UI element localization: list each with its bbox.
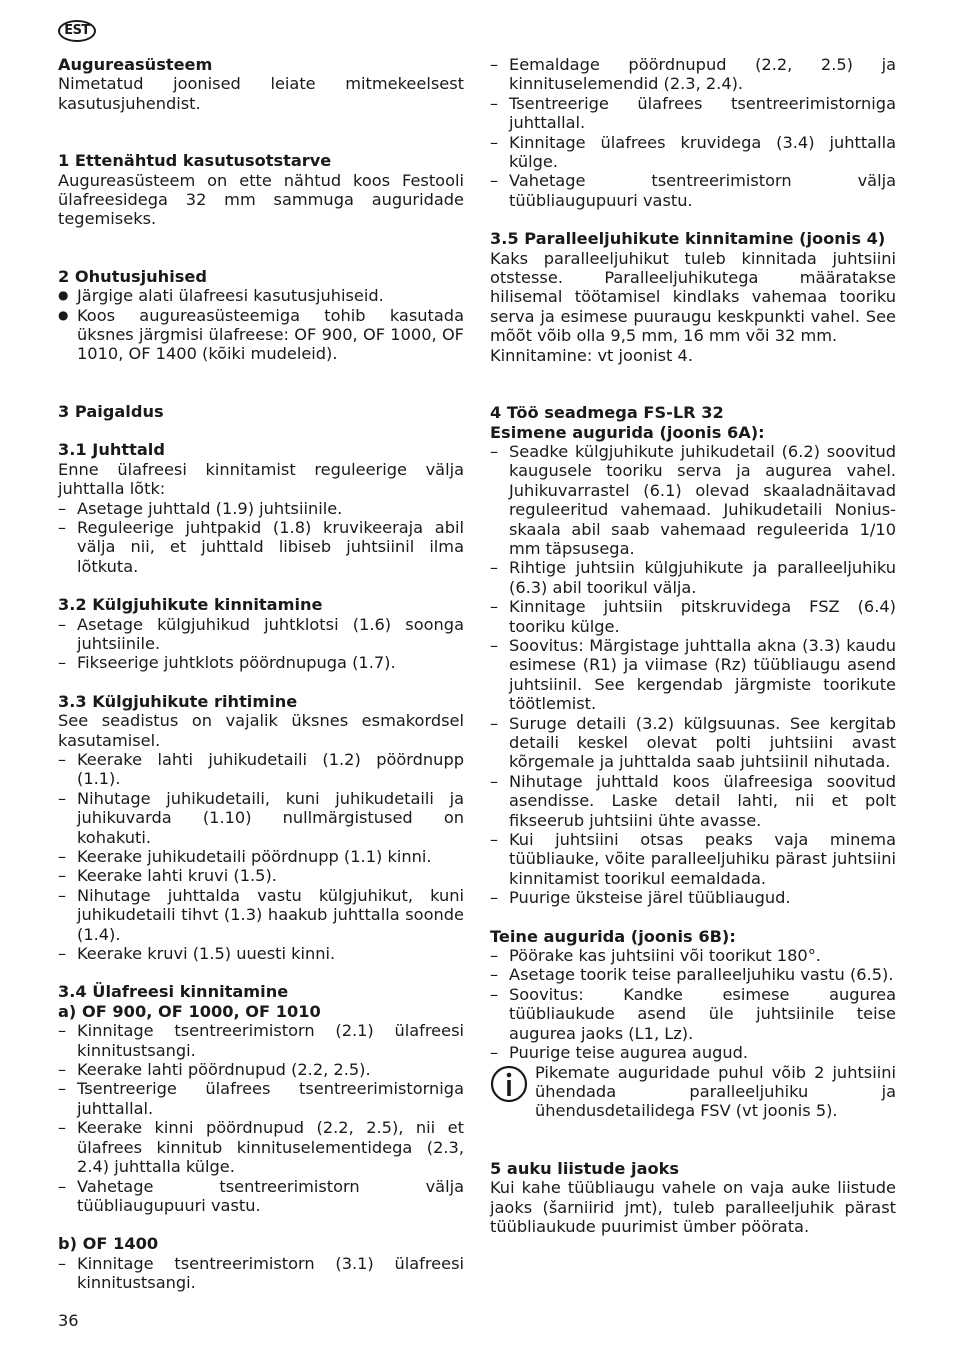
section-3-4b-list: [58, 1254, 464, 1293]
section-3-3-heading: 3.3 Külgjuhikute rihtimine: [58, 691, 298, 711]
list-item: – Nihutage juhttalda vastu külgjuhikut, kuni juhikudetaili tihvt (1.3) haakub juhttalla soonde (1.4).: [58, 886, 464, 944]
section-3-4-heading: 3.4 Ülafreesi kinnitamine: [58, 982, 289, 1002]
list-item: – Nihutage juhttald koos ülafreesiga soovitud asendisse. Laske detail lahti, nii et polt fikseerub juhtsiini ühte avasse.: [490, 772, 896, 830]
section-3-4a-heading: a) OF 900, OF 1000, OF 1010: [58, 1001, 321, 1021]
list-item: – Eemaldage pöördnupud (2.2, 2.5) ja kinnituselemendid (2.3, 2.4).: [490, 55, 896, 94]
list-item: – Asetage juhttald (1.9) juhtsiinile.: [58, 499, 464, 518]
section-1-text: Augureasüsteem on ette nähtud koos Festooli ülafreesidega 32 mm sammuga auguridade tegemiseks.: [58, 170, 464, 229]
safety-list: [58, 286, 464, 364]
list-item: – Kinnitage tsentreerimistorn (3.1) ülafreesi kinnitustsangi.: [58, 1254, 464, 1293]
page-number: 36: [58, 1311, 79, 1330]
right-column: [490, 55, 896, 1236]
list-item: ● Järgige alati ülafreesi kasutusjuhiseid.: [58, 286, 464, 305]
section-3-1-list: [58, 499, 464, 577]
section-3-4a-list: [58, 1021, 464, 1215]
list-item: – Vahetage tsentreerimistorn välja tüübliaugupuuri vastu.: [58, 1177, 464, 1216]
section-3-5-heading: 3.5 Paralleeljuhikute kinnitamine (joonis 4): [490, 229, 886, 249]
section-3-4b-list-continued: [490, 55, 896, 210]
list-item: – Rihtige juhtsiin külgjuhikute ja paralleeljuhiku (6.3) abil toorikul välja.: [490, 558, 896, 597]
intro-heading: Augureasüsteem: [58, 55, 213, 74]
list-item: – Keerake lahti juhikudetaili (1.2) pöördnupp (1.1).: [58, 750, 464, 789]
info-note: [490, 1063, 896, 1121]
list-item: – Keerake lahti pöördnupud (2.2, 2.5).: [58, 1060, 464, 1079]
section-3-5-text-2: Kinnitamine: vt joonist 4.: [490, 345, 693, 365]
list-item: – Suruge detaili (3.2) külgsuunas. See kergitab detaili keskel olevat polti juhtsiini avast kõrgemale ja juhttalda saab juhtsiinil nihutada.: [490, 714, 896, 772]
list-item: – Keerake kinni pöördnupud (2.2, 2.5), nii et ülafrees kinnitub kinnituselementidega (2.3, 2.4) juhttalla külge.: [58, 1118, 464, 1176]
list-item: – Pöörake kas juhtsiini või toorikut 180°.: [490, 946, 896, 965]
section-5-text: Kui kahe tüübliaugu vahele on vaja auke liistude jaoks (šarniirid jmt), tuleb paralleeljuhik pärast tüübliaukude puurimist ümber pöörata.: [490, 1178, 896, 1236]
section-3-heading: 3 Paigaldus: [58, 401, 164, 421]
list-item: – Seadke külgjuhikute juhikudetail (6.2) soovitud kaugusele tooriku serva ja augurea vahel. Juhikuvarrastel (6.1) olevad skaaladnäitavad reguleeritud vahemaad. Juhikudetaili Nonius-skaala abil saab vahemaad reguleerida 1/10 mm täpsusega.: [490, 442, 896, 558]
left-column: [58, 55, 464, 1293]
list-item: – Kinnitage tsentreerimistorn (2.1) ülafreesi kinnitustsangi.: [58, 1021, 464, 1060]
list-item: – Soovitus: Kandke esimese augurea tüübliaukude asend üle juhtsiinile teise augurea jaoks (L1, Lz).: [490, 985, 896, 1043]
section-2-heading: 2 Ohutusjuhised: [58, 266, 207, 286]
list-item: – Fikseerige juhtklots pöördnupuga (1.7).: [58, 653, 464, 672]
section-3-2-heading: 3.2 Külgjuhikute kinnitamine: [58, 595, 323, 615]
section-4a-heading: Esimene augurida (joonis 6A):: [490, 422, 765, 442]
intro-text: Nimetatud joonised leiate mitmekeelsest kasutusjuhendist.: [58, 74, 464, 113]
list-item: – Soovitus: Märgistage juhttalla akna (3.3) kaudu esimese (R1) ja viimase (Rz) tüübliaugu asend juhtsiinil. See kergendab järgmiste toorikute töötlemist.: [490, 636, 896, 714]
section-3-4b-heading: b) OF 1400: [58, 1234, 159, 1254]
list-item: – Kui juhtsiini otsas peaks vaja minema tüübliauke, võite paralleeljuhiku pärast juhtsiini kinnitamist toorikul eemaldada.: [490, 830, 896, 888]
section-3-3-list: [58, 750, 464, 963]
section-4b-heading: Teine augurida (joonis 6B):: [490, 926, 736, 946]
info-icon: [490, 1065, 528, 1103]
list-item: – Nihutage juhikudetaili, kuni juhikudetaili ja juhikuvarda (1.10) nullmärgistused on kohakuti.: [58, 789, 464, 847]
list-item: – Puurige üksteise järel tüübliaugud.: [490, 888, 896, 907]
section-5-heading: 5 auku liistude jaoks: [490, 1158, 680, 1178]
list-item: – Vahetage tsentreerimistorn välja tüübliaugupuuri vastu.: [490, 171, 896, 210]
section-4b-list: [490, 946, 896, 1062]
section-3-3-text: See seadistus on vajalik üksnes esmakordsel kasutamisel.: [58, 711, 464, 750]
note-text: Pikemate auguridade puhul võib 2 juhtsiini ühendada paralleeljuhiku ja ühendusdetailidega FSV (vt joonis 5).: [535, 1062, 896, 1121]
list-item: ● Koos augureasüsteemiga tohib kasutada üksnes järgmisi ülafreese: OF 900, OF 1000, OF 1010, OF 1400 (kõiki mudeleid).: [58, 306, 464, 364]
list-item: – Kinnitage ülafrees kruvidega (3.4) juhttalla külge.: [490, 133, 896, 172]
list-item: – Puurige teise augurea augud.: [490, 1043, 896, 1062]
section-4a-list: [490, 442, 896, 908]
section-3-1-heading: 3.1 Juhttald: [58, 440, 165, 460]
section-3-1-text: Enne ülafreesi kinnitamist reguleerige välja juhttalla lõtk:: [58, 459, 464, 499]
list-item: – Keerake kruvi (1.5) uuesti kinni.: [58, 944, 464, 963]
list-item: – Kinnitage juhtsiin pitskruvidega FSZ (6.4) tooriku külge.: [490, 597, 896, 636]
list-item: – Keerake lahti kruvi (1.5).: [58, 866, 464, 885]
list-item: – Keerake juhikudetaili pöördnupp (1.1) kinni.: [58, 847, 464, 866]
list-item: – Reguleerige juhtpakid (1.8) kruvikeeraja abil välja nii, et juhttald libiseb juhtsiinil ilma lõtkuta.: [58, 518, 464, 576]
list-item: – Tsentreerige ülafrees tsentreerimistorniga juhttallal.: [490, 94, 896, 133]
list-item: – Asetage toorik teise paralleeljuhiku vastu (6.5).: [490, 965, 896, 984]
section-3-2-list: [58, 615, 464, 673]
section-3-5-text: Kaks paralleeljuhikut tuleb kinnitada juhtsiini otstesse. Paralleeljuhikutega määratakse hilisemal töötamisel kindlaks vahemaa tooriku serva ja esimese puuraugu keskpunkti vahel. See mõõt võib olla 9,5 mm, 16 mm või 32 mm.: [490, 248, 896, 346]
section-1-heading: 1 Ettenähtud kasutusotstarve: [58, 151, 332, 171]
language-badge: EST: [58, 20, 96, 42]
list-item: – Tsentreerige ülafrees tsentreerimistorniga juhttallal.: [58, 1079, 464, 1118]
section-4-heading: 4 Töö seadmega FS-LR 32: [490, 403, 724, 423]
list-item: – Asetage külgjuhikud juhtklotsi (1.6) soonga juhtsiinile.: [58, 615, 464, 654]
